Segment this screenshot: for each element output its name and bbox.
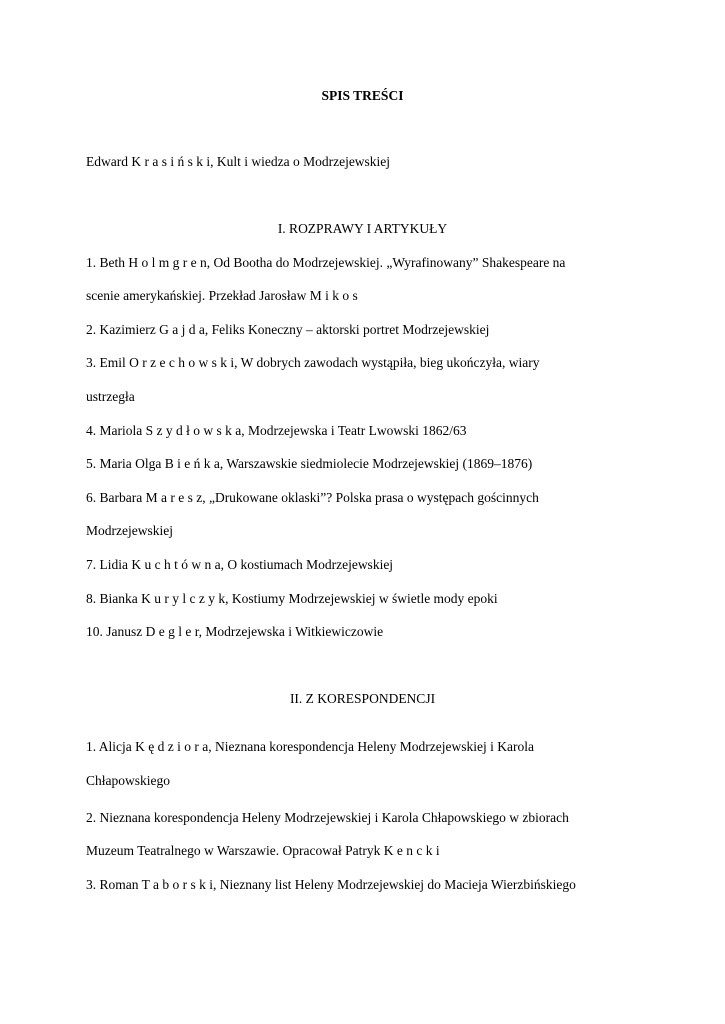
toc-entry-continuation: ustrzegła [86,389,135,404]
toc-entry-continuation: scenie amerykańskiej. Przekład Jarosław M i k o s [86,288,358,303]
toc-entry: 8. Bianka K u r y l c z y k, Kostiumy Modrzejewskiej w świetle mody epoki [86,591,498,606]
toc-entry: 2. Nieznana korespondencja Heleny Modrzejewskiej i Karola Chłapowskiego w zbiorach [86,810,569,825]
toc-entry: 7. Lidia K u c h t ó w n a, O kostiumach Modrzejewskiej [86,557,394,572]
page-title: SPIS TREŚCI [321,88,404,103]
section-heading-korespondencja: II. Z KORESPONDENCJI [289,691,436,706]
toc-entry: 10. Janusz D e g l e r, Modrzejewska i Witkiewiczowie [86,624,384,639]
toc-entry-continuation: Muzeum Teatralnego w Warszawie. Opracował Patryk K e n c k i [86,843,440,858]
toc-entry-continuation: Modrzejewskiej [86,523,173,538]
toc-entry: 3. Roman T a b o r s k i, Nieznany list Heleny Modrzejewskiej do Macieja Wierzbińskiego [86,877,576,892]
toc-entry: 2. Kazimierz G a j d a, Feliks Koneczny – aktorski portret Modrzejewskiej [86,322,490,337]
toc-entry: 1. Alicja K ę d z i o r a, Nieznana korespondencja Heleny Modrzejewskiej i Karola [86,739,534,754]
intro-entry: Edward K r a s i ń s k i, Kult i wiedza o Modrzejewskiej [86,154,391,169]
toc-entry: 5. Maria Olga B i e ń k a, Warszawskie siedmiolecie Modrzejewskiej (1869–1876) [86,456,533,471]
section-heading-rozprawy: I. ROZPRAWY I ARTYKUŁY [277,221,448,236]
toc-entry-continuation: Chłapowskiego [86,773,170,788]
toc-entry: 6. Barbara M a r e s z, „Drukowane oklaski”? Polska prasa o występach gościnnych [86,490,539,505]
toc-entry: 1. Beth H o l m g r e n, Od Bootha do Modrzejewskiej. „Wyrafinowany” Shakespeare na [86,255,566,270]
toc-entry: 4. Mariola S z y d ł o w s k a, Modrzejewska i Teatr Lwowski 1862/63 [86,423,467,438]
toc-entry: 3. Emil O r z e c h o w s k i, W dobrych zawodach wystąpiła, bieg ukończyła, wiary [86,355,540,370]
